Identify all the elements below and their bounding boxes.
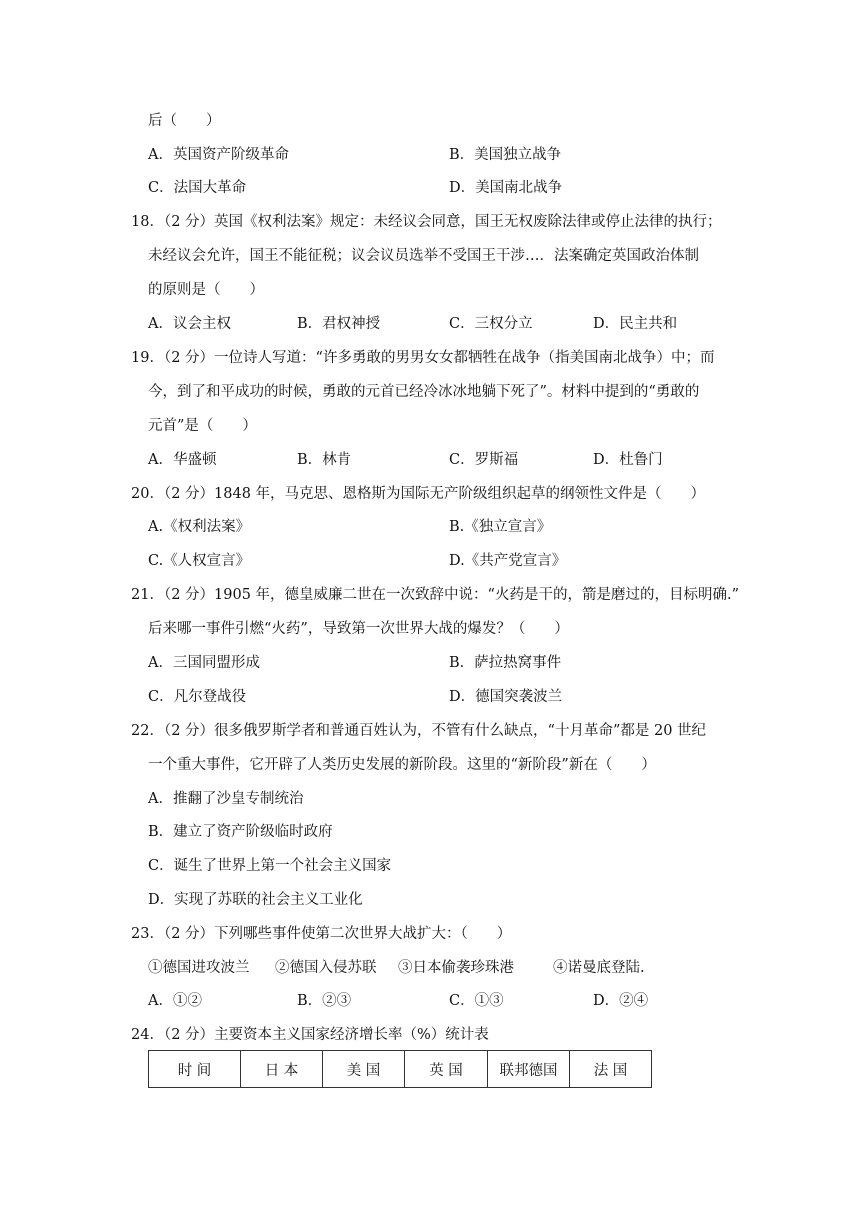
q17-option-b[interactable]: B．美国独立战争 bbox=[449, 147, 562, 163]
q18-stem-line3: 的原则是（ ） bbox=[148, 282, 264, 298]
q17-option-c[interactable]: C．法国大革命 bbox=[148, 180, 247, 196]
q20-option-d[interactable]: D.《共产党宣言》 bbox=[449, 553, 567, 569]
q23-stem-line1: 23．（2 分）下列哪些事件使第二次世界大战扩大：（ ） bbox=[131, 926, 512, 942]
q19-option-b[interactable]: B．林肯 bbox=[297, 452, 352, 468]
table-header-row bbox=[149, 1051, 652, 1088]
q24-stem-line1: 24．（2 分）主要资本主义国家经济增长率（%）统计表 bbox=[131, 1027, 489, 1043]
q20-option-b[interactable]: B.《独立宣言》 bbox=[449, 519, 552, 535]
table-header-cell: 英 国 bbox=[405, 1051, 488, 1088]
q18-stem-line2: 未经议会允许，国王不能征税；议会议员选举不受国王干涉…．法案确定英国政治体制 bbox=[148, 248, 699, 264]
q23-option-b[interactable]: B．②③ bbox=[297, 993, 352, 1009]
q22-option-a[interactable]: A．推翻了沙皇专制统治 bbox=[148, 791, 304, 807]
q19-stem-line1: 19．（2 分）一位诗人写道：“许多勇敢的男男女女都牺牲在战争（指美国南北战争）中；而 bbox=[131, 350, 715, 366]
q22-option-b[interactable]: B．建立了资产阶级临时政府 bbox=[148, 824, 333, 840]
q23-option-d[interactable]: D．②④ bbox=[593, 993, 649, 1009]
q21-stem-line2: 后来哪一事件引燃“火药”，导致第一次世界大战的爆发？（ ） bbox=[148, 621, 569, 637]
q19-option-c[interactable]: C．罗斯福 bbox=[449, 452, 519, 468]
q18-option-d[interactable]: D．民主共和 bbox=[593, 316, 678, 332]
q21-option-a[interactable]: A．三国同盟形成 bbox=[148, 655, 260, 671]
q17-option-a[interactable]: A．英国资产阶级革命 bbox=[148, 147, 289, 163]
q18-option-b[interactable]: B．君权神授 bbox=[297, 316, 381, 332]
q21-option-b[interactable]: B．萨拉热窝事件 bbox=[449, 655, 562, 671]
q22-option-d[interactable]: D．实现了苏联的社会主义工业化 bbox=[148, 892, 363, 908]
growth-rate-table bbox=[148, 1050, 652, 1088]
q18-option-c[interactable]: C．三权分立 bbox=[449, 316, 533, 332]
q18-option-a[interactable]: A．议会主权 bbox=[148, 316, 231, 332]
q22-option-c[interactable]: C．诞生了世界上第一个社会主义国家 bbox=[148, 858, 392, 874]
table-header-cell: 联邦德国 bbox=[488, 1051, 570, 1088]
q18-stem-line1: 18．（2 分）英国《权利法案》规定：未经议会同意，国王无权废除法律或停止法律的执行； bbox=[131, 214, 722, 230]
q23-event-3: ③日本偷袭珍珠港 bbox=[398, 960, 514, 976]
q20-option-a[interactable]: A.《权利法案》 bbox=[148, 519, 251, 535]
q23-option-c[interactable]: C．①③ bbox=[449, 993, 504, 1009]
q21-option-c[interactable]: C．凡尔登战役 bbox=[148, 689, 247, 705]
q23-event-1: ①德国进攻波兰 bbox=[148, 960, 250, 976]
q19-option-d[interactable]: D．杜鲁门 bbox=[593, 452, 663, 468]
q19-option-a[interactable]: A．华盛顿 bbox=[148, 452, 217, 468]
q21-option-d[interactable]: D．德国突袭波兰 bbox=[449, 689, 563, 705]
table-header-cell: 美 国 bbox=[323, 1051, 405, 1088]
q23-event-4: ④诺曼底登陆. bbox=[553, 960, 645, 976]
table-header-cell: 日 本 bbox=[241, 1051, 323, 1088]
q19-stem-line3: 元首”是（ ） bbox=[148, 418, 257, 434]
q20-stem-line1: 20．（2 分）1848 年，马克思、恩格斯为国际无产阶级组织起草的纲领性文件是（ ） bbox=[131, 486, 706, 502]
q19-stem-line2: 今，到了和平成功的时候，勇敢的元首已经冷冰冰地躺下死了”。材料中提到的“勇敢的 bbox=[148, 384, 700, 400]
q20-option-c[interactable]: C.《人权宣言》 bbox=[148, 553, 251, 569]
q17-option-d[interactable]: D．美国南北战争 bbox=[449, 180, 563, 196]
q23-option-a[interactable]: A．①② bbox=[148, 993, 202, 1009]
q23-event-2: ②德国入侵苏联 bbox=[275, 960, 377, 976]
table-header-cell: 法 国 bbox=[570, 1051, 652, 1088]
q21-stem-line1: 21．（2 分）1905 年，德皇威廉二世在一次致辞中说：“火药是干的，箭是磨过的，目标明确.” bbox=[131, 587, 739, 603]
q22-stem-line2: 一个重大事件，它开辟了人类历史发展的新阶段。这里的“新阶段”新在（ ） bbox=[148, 757, 656, 773]
q22-stem-line1: 22．（2 分）很多俄罗斯学者和普通百姓认为，不管有什么缺点，“十月革命”都是 20 世纪 bbox=[131, 723, 707, 739]
q17-stem-end: 后（ ） bbox=[148, 113, 221, 129]
table-header-cell: 时 间 bbox=[149, 1051, 241, 1088]
